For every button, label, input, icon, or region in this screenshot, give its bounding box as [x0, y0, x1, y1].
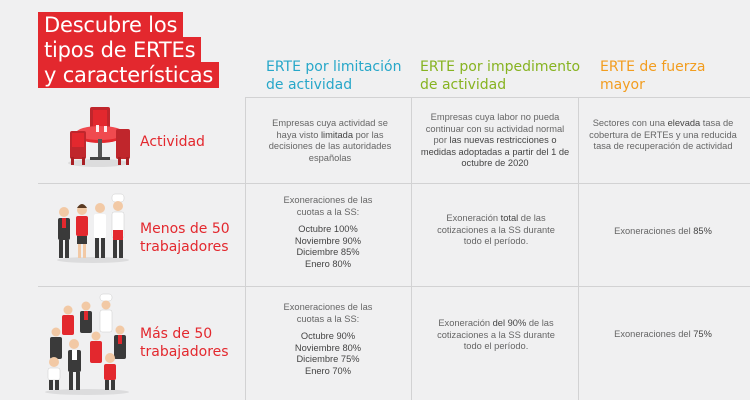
restaurant-table-icon: [62, 103, 134, 169]
divider-col-3: [578, 97, 579, 400]
divider-col-2: [411, 97, 412, 400]
row-label-actividad: Actividad: [140, 134, 205, 150]
column-header-fuerza-mayor: ERTE de fuerza mayor: [600, 59, 706, 93]
cell-menos-limitacion: Exoneraciones de las cuotas a la SS: Octubre 100% Noviembre 90% Diciembre 85% Enero 80%: [283, 195, 373, 269]
cell-menos-fuerza-mayor: Exoneraciones del 85%: [614, 226, 712, 236]
cell-actividad-limitacion: Empresas cuya actividad se haya visto limitada por las decisiones de las autoridades españolas: [268, 118, 392, 163]
small-team-icon: [52, 190, 134, 264]
page-title: [38, 12, 219, 87]
divider-row-2: [38, 286, 750, 287]
row-label-menos-50: Menos de 50 trabajadores: [140, 221, 230, 255]
column-header-impedimento: ERTE por impedimento de actividad: [420, 59, 581, 93]
divider-row-1: [38, 183, 750, 184]
title-line-1: Descubre los: [38, 12, 183, 38]
cell-actividad-fuerza-mayor: Sectores con una elevada tasa de cobertura de ERTEs y una reducida tasa de recuperación de actividad: [589, 118, 737, 151]
cell-mas-impedimento: Exoneración del 90% de las cotizaciones a la SS durante todo el período.: [437, 318, 555, 351]
cell-mas-limitacion: Exoneraciones de las cuotas a la SS: Octubre 90% Noviembre 80% Diciembre 75% Enero 70%: [283, 302, 373, 376]
divider-header: [245, 97, 750, 98]
cell-actividad-impedimento: Empresas cuya labor no pueda continuar con su actividad normal por las nuevas restricciones o medidas adoptadas a partir del 1 de octubre de 2020: [420, 112, 570, 168]
cell-menos-impedimento: Exoneración total de las cotizaciones a la SS durante todo el período.: [437, 213, 555, 246]
title-line-2: tipos de ERTEs: [38, 37, 201, 63]
cell-mas-fuerza-mayor: Exoneraciones del 75%: [614, 329, 712, 339]
divider-col-1: [245, 97, 246, 400]
row-label-mas-50: Más de 50 trabajadores: [140, 326, 229, 360]
large-team-icon: [40, 292, 134, 396]
title-line-3: y características: [38, 62, 219, 88]
column-header-limitacion: ERTE por limitación de actividad: [266, 59, 402, 93]
